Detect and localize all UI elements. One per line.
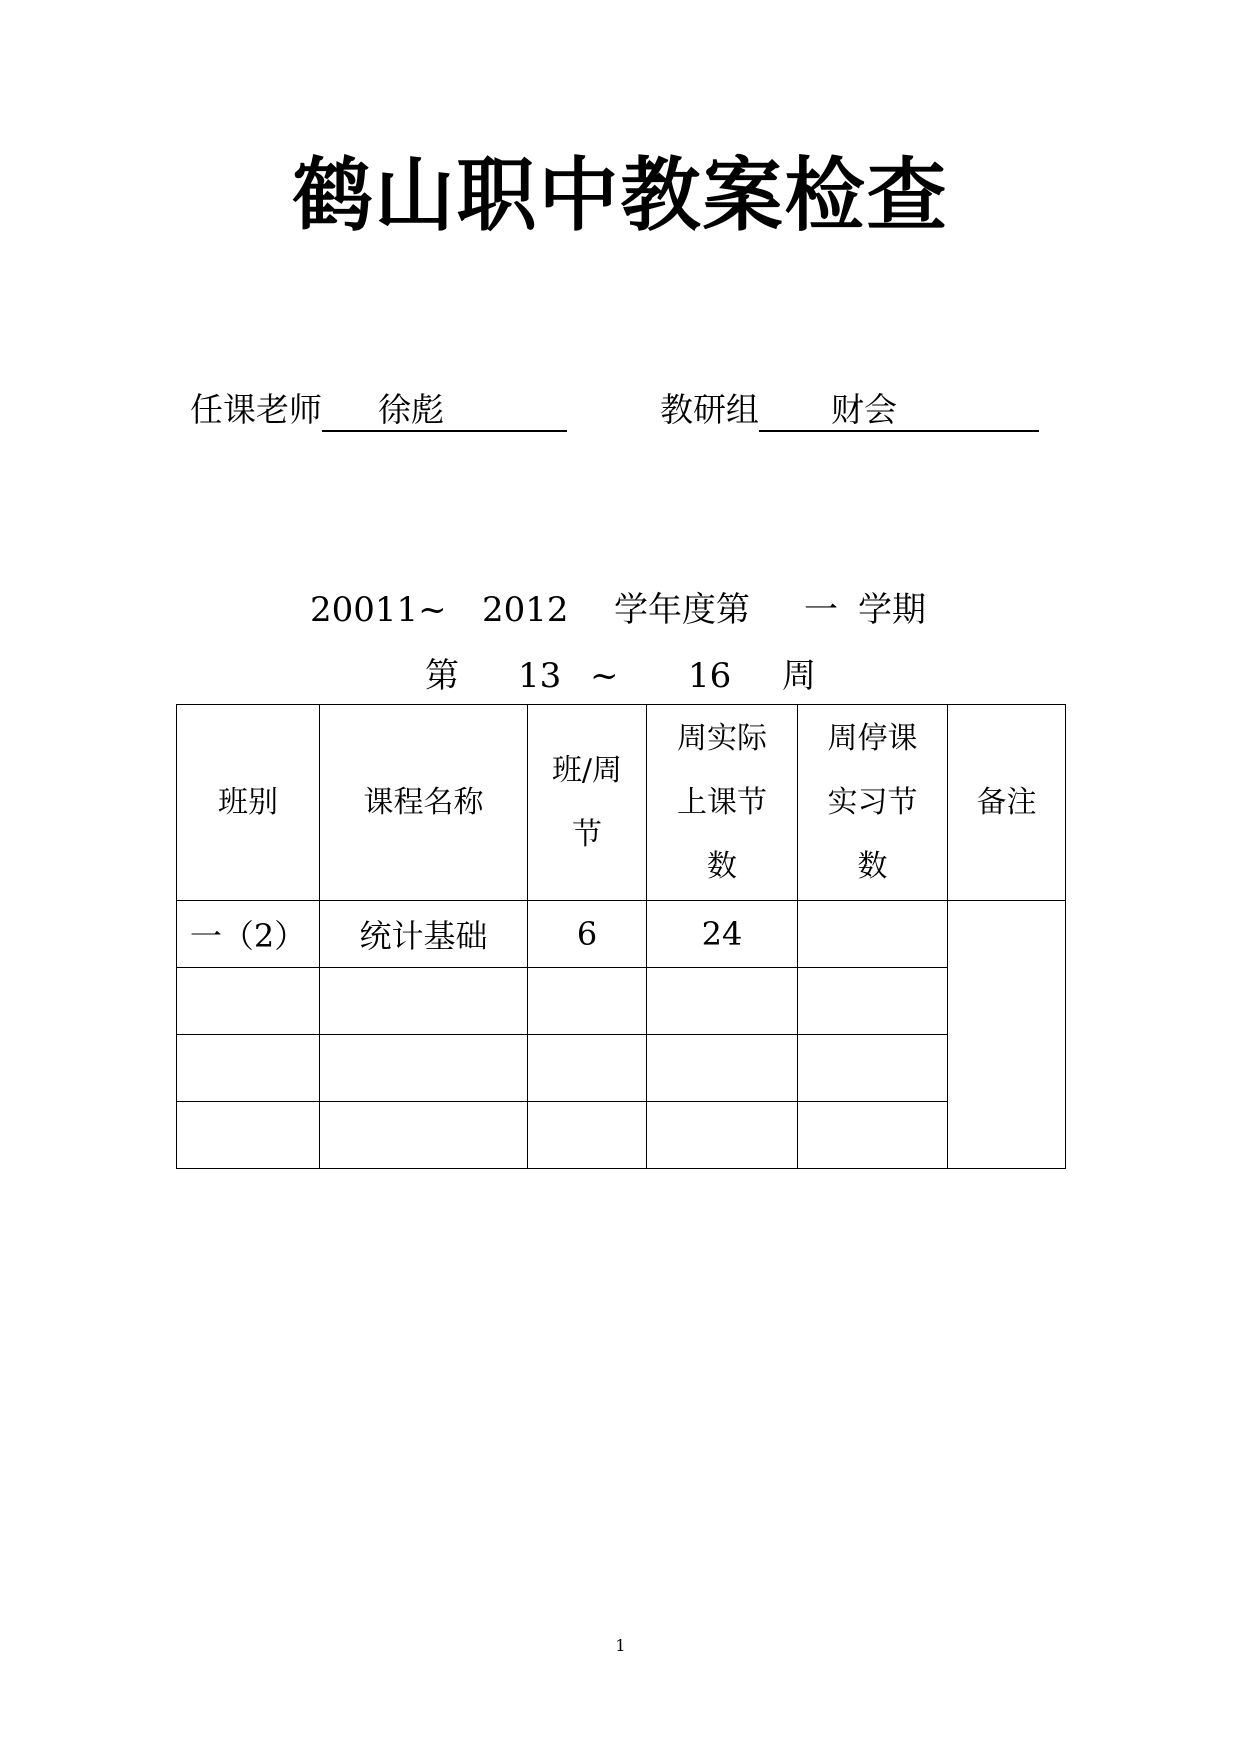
- header-periods-per-week: 班/周节: [528, 705, 647, 901]
- cell-actual-periods: [647, 1102, 798, 1169]
- cell-class: 一（2）: [177, 901, 320, 968]
- table-row: [177, 1102, 1066, 1169]
- cell-class: [177, 1102, 320, 1169]
- cell-course-name: [320, 1035, 528, 1102]
- term-end-year: 2012: [482, 590, 569, 630]
- week-label-b: 周: [782, 656, 816, 696]
- teacher-field: [190, 388, 567, 432]
- term-label-a: 学年度第: [614, 590, 750, 630]
- document-title: 鹤山职中教案检查: [292, 149, 949, 242]
- teacher-value: 徐彪: [322, 388, 567, 432]
- table-header-row: [177, 705, 1066, 901]
- cell-class: [177, 968, 320, 1035]
- group-label: 教研组: [660, 390, 759, 429]
- cell-periods-per-week: [528, 1102, 647, 1169]
- header-suspended-periods: 周停课实习节数: [798, 705, 948, 901]
- term-start-year: 20011~: [310, 590, 447, 630]
- teacher-label: 任课老师: [190, 390, 322, 429]
- cell-actual-periods: [647, 1035, 798, 1102]
- page-number: 1: [615, 1636, 626, 1655]
- header-actual-periods: 周实际上课节数: [647, 705, 798, 901]
- cell-course-name: [320, 1102, 528, 1169]
- week-to: 16: [688, 656, 732, 696]
- week-line: [0, 654, 1241, 698]
- table-row: [177, 901, 1066, 968]
- week-label-a: 第: [425, 656, 459, 696]
- cell-suspended-periods: [798, 901, 948, 968]
- cell-periods-per-week: [528, 968, 647, 1035]
- cell-course-name: [320, 968, 528, 1035]
- week-separator: ~: [590, 656, 619, 696]
- table-row: [177, 968, 1066, 1035]
- cell-actual-periods: 24: [647, 901, 798, 968]
- cell-remarks: [948, 901, 1066, 1169]
- group-value: 财会: [759, 388, 1039, 432]
- cell-actual-periods: [647, 968, 798, 1035]
- term-line: [0, 588, 1241, 632]
- term-number: 一: [804, 590, 838, 630]
- cell-suspended-periods: [798, 1035, 948, 1102]
- group-field: [660, 388, 1039, 432]
- header-class: 班别: [177, 705, 320, 901]
- week-from: 13: [518, 656, 562, 696]
- lesson-check-table: [176, 704, 1066, 1169]
- cell-course-name: 统计基础: [320, 901, 528, 968]
- header-remarks: 备注: [948, 705, 1066, 901]
- term-label-b: 学期: [858, 590, 926, 630]
- cell-periods-per-week: 6: [528, 901, 647, 968]
- table-row: [177, 1035, 1066, 1102]
- header-course-name: 课程名称: [320, 705, 528, 901]
- cell-suspended-periods: [798, 968, 948, 1035]
- cell-suspended-periods: [798, 1102, 948, 1169]
- cell-periods-per-week: [528, 1035, 647, 1102]
- cell-class: [177, 1035, 320, 1102]
